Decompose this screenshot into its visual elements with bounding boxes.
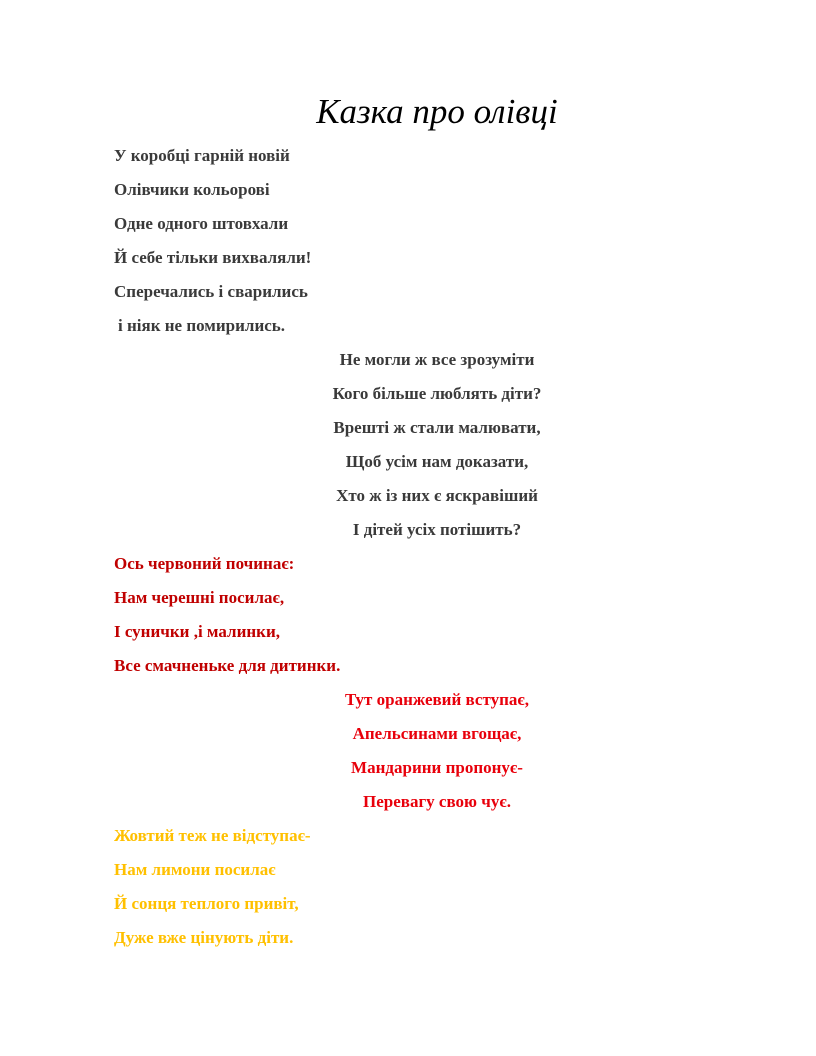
poem-line: У коробці гарній новій <box>114 146 290 165</box>
poem-line: І сунички ,і малинки, <box>114 622 281 641</box>
poem-line: Апельсинами вгощає, <box>352 724 522 743</box>
poem-line: Мандарини пропонує- <box>351 758 523 777</box>
poem-line: Все смачненьке для дитинки. <box>114 656 341 675</box>
poem-line: Дуже вже цінують діти. <box>114 928 294 947</box>
poem-line: Перевагу свою чує. <box>363 792 511 811</box>
stanza-intro <box>114 144 760 348</box>
poem-line: І дітей усіх потішить? <box>352 520 522 539</box>
poem-line: Ось червоний починає: <box>114 554 295 573</box>
poem-line: Кого більше люблять діти? <box>332 384 542 403</box>
poem-line: Й себе тільки вихваляли! <box>114 248 312 267</box>
stanza-orange <box>114 688 760 824</box>
poem-line: Олівчики кольорові <box>114 180 270 199</box>
poem-line: Й сонця теплого привіт, <box>114 894 299 913</box>
poem-line: Нам лимони посилає <box>114 860 276 879</box>
poem-line: Не могли ж все зрозуміти <box>339 350 535 369</box>
poem-line: Тут оранжевий вступає, <box>345 690 529 709</box>
poem-line: Щоб усім нам доказати, <box>345 452 529 471</box>
stanza-yellow <box>114 824 760 960</box>
page-title: Казка про олівці <box>316 92 558 131</box>
poem-line: Одне одного штовхали <box>114 214 289 233</box>
poem-line: Врешті ж стали малювати, <box>333 418 541 437</box>
poem <box>114 144 760 960</box>
poem-line: Сперечались і сварились <box>114 282 308 301</box>
poem-line: Жовтий теж не відступає- <box>114 826 311 845</box>
poem-line: і ніяк не помирились. <box>118 316 286 335</box>
poem-line: Хто ж із них є яскравіший <box>336 486 538 505</box>
stanza-red <box>114 552 760 688</box>
stanza-question <box>114 348 760 552</box>
poem-line: Нам черешні посилає, <box>114 588 285 607</box>
